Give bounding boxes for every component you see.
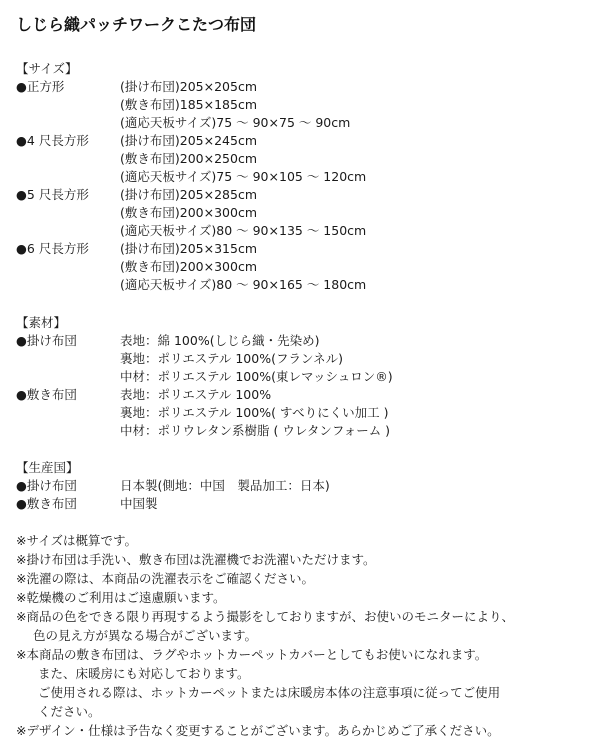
note-line: また、床暖房にも対応しております。 bbox=[38, 666, 250, 681]
size-value: (敷き布団)200×250cm bbox=[120, 151, 257, 166]
size-heading: 【サイズ】 bbox=[16, 61, 78, 76]
page-title: しじら織パッチワークこたつ布団 bbox=[16, 15, 257, 34]
size-value: (掛け布団)205×285cm bbox=[120, 187, 257, 202]
origin-value: 日本製(側地：中国 製品加工：日本) bbox=[120, 478, 330, 493]
note-line: ※洗濯の際は、本商品の洗濯表示をご確認ください。 bbox=[16, 571, 314, 586]
size-value: (掛け布団)205×315cm bbox=[120, 241, 257, 256]
origin-value: 中国製 bbox=[120, 496, 158, 511]
size-label: ●4 尺長方形 bbox=[16, 133, 89, 148]
material-value: 表地：綿 100%(しじら織・先染め) bbox=[120, 333, 320, 348]
note-line: ※商品の色をできる限り再現するよう撮影をしておりますが、お使いのモニターにより、 bbox=[16, 609, 514, 624]
material-value: 中材：ポリウレタン系樹脂 ( ウレタンフォーム ) bbox=[120, 423, 391, 438]
size-label: ●6 尺長方形 bbox=[16, 241, 89, 256]
note-line: ※本商品の敷き布団は、ラグやホットカーペットカバーとしてもお使いになれます。 bbox=[16, 647, 488, 662]
size-value: (掛け布団)205×205cm bbox=[120, 79, 257, 94]
material-heading: 【素材】 bbox=[16, 315, 67, 330]
material-value: 裏地：ポリエステル 100%( すべりにくい加工 ) bbox=[120, 405, 389, 420]
size-value: (掛け布団)205×245cm bbox=[120, 133, 257, 148]
material-label: ●敷き布団 bbox=[16, 387, 77, 402]
size-value: (適応天板サイズ)80 ～ 90×165 ～ 180cm bbox=[120, 277, 367, 292]
size-label: ●5 尺長方形 bbox=[16, 187, 89, 202]
size-value: (適応天板サイズ)75 ～ 90×75 ～ 90cm bbox=[120, 115, 351, 130]
size-value: (敷き布団)200×300cm bbox=[120, 205, 257, 220]
size-value: (適応天板サイズ)80 ～ 90×135 ～ 150cm bbox=[120, 223, 367, 238]
material-value: 中材：ポリエステル 100%(東レマッシュロン®) bbox=[120, 369, 393, 384]
size-value: (敷き布団)185×185cm bbox=[120, 97, 257, 112]
note-line: 色の見え方が異なる場合がございます。 bbox=[33, 628, 258, 643]
note-line: ください。 bbox=[38, 704, 101, 719]
origin-heading: 【生産国】 bbox=[16, 460, 79, 475]
origin-label: ●掛け布団 bbox=[16, 478, 77, 493]
note-line: ※掛け布団は手洗い、敷き布団は洗濯機でお洗濯いただけます。 bbox=[16, 552, 376, 567]
note-line: ※デザイン・仕様は予告なく変更することがございます。あらかじめご了承ください。 bbox=[16, 723, 500, 738]
size-value: (適応天板サイズ)75 ～ 90×105 ～ 120cm bbox=[120, 169, 367, 184]
note-line: ※サイズは概算です。 bbox=[16, 533, 137, 548]
note-line: ※乾燥機のご利用はご遠慮願います。 bbox=[16, 590, 226, 605]
size-value: (敷き布団)200×300cm bbox=[120, 259, 257, 274]
material-value: 裏地：ポリエステル 100%(フランネル) bbox=[120, 351, 343, 366]
note-line: ご使用される際は、ホットカーペットまたは床暖房本体の注意事項に従ってご使用 bbox=[38, 685, 501, 700]
size-label: ●正方形 bbox=[16, 79, 65, 94]
origin-label: ●敷き布団 bbox=[16, 496, 77, 511]
material-label: ●掛け布団 bbox=[16, 333, 77, 348]
material-value: 表地：ポリエステル 100% bbox=[120, 387, 272, 402]
